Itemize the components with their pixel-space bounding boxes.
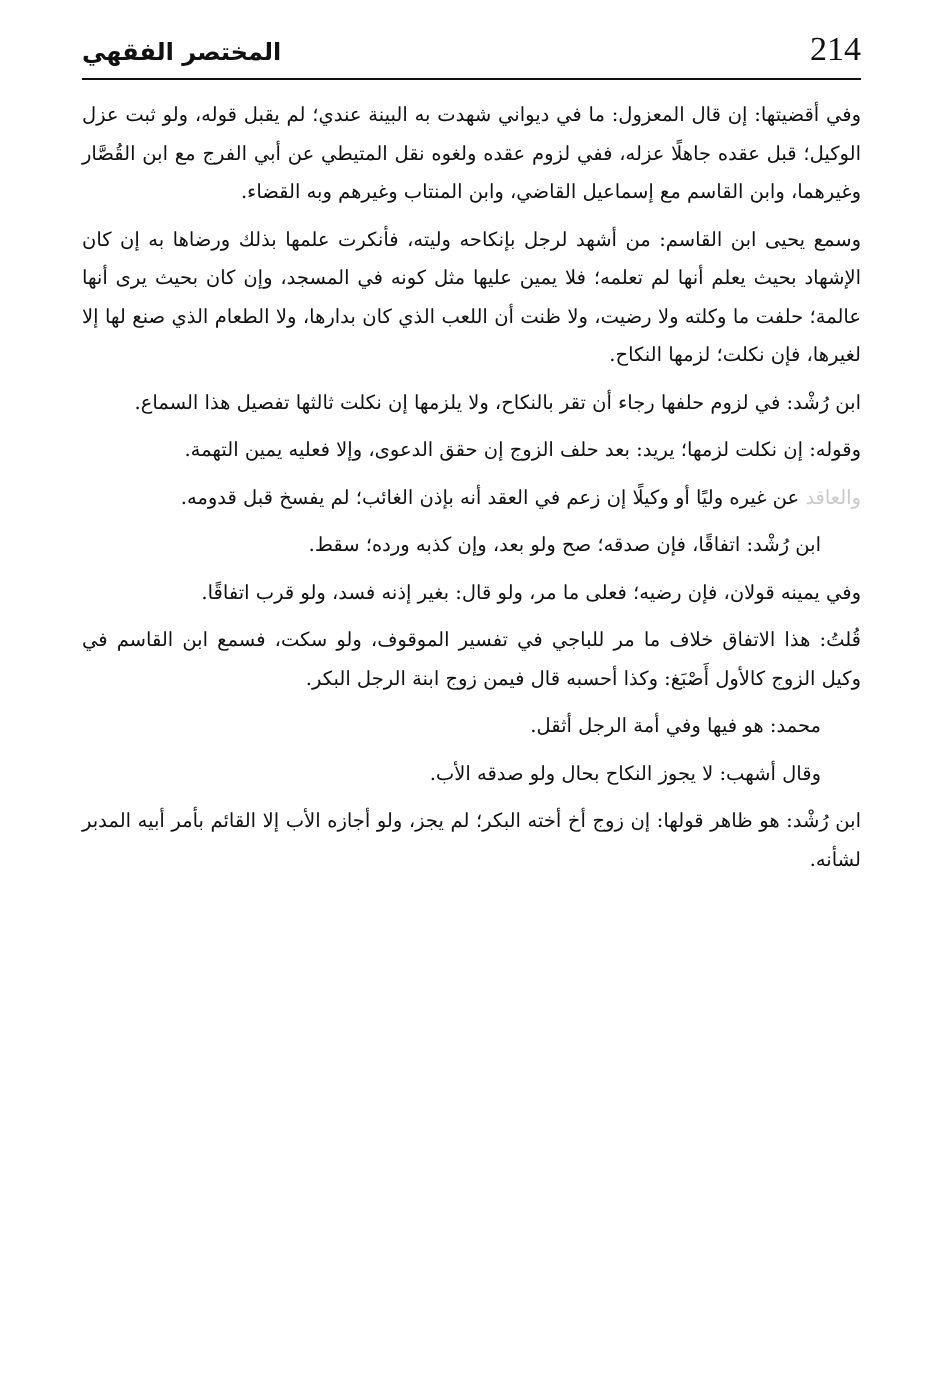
page-number: 214	[810, 31, 861, 68]
paragraph-text: عن غيره وليًا أو وكيلًا إن زعم في العقد أنه بإذن الغائب؛ لم يفسخ قبل قدومه.	[180, 485, 806, 509]
paragraph: وسمع يحيى ابن القاسم: من أشهد لرجل بإنكاحه وليته، فأنكرت علمها بذلك ورضاها به إن كان الإشهاد بحيث يعلم أنها لم تعلمه؛ فلا يمين عليها مثل كونه في المسجد، وإن كان بحيث يرى أنها عالمة؛ حلفت ما وكلته ولا رضيت، ولا ظنت أن اللعب الذي كان بدارها، ولا الطعام الذي صنع لها إلا لغيرها، فإن نكلت؛ لزمها النكاح.	[82, 227, 861, 366]
paragraph: ابن رُشْد: في لزوم حلفها رجاء أن تقر بالنكاح، ولا يلزمها إن نكلت ثالثها تفصيل هذا السماع.	[134, 390, 861, 414]
paragraph: وفي أقضيتها: إن قال المعزول: ما في ديواني شهدت به البينة عندي؛ لم يقبل قوله، ولو ثبت عزل الوكيل؛ قبل عقده جاهلًا عزله، ففي لزوم عقده ولغوه نقل المتيطي عن أبي الفرج مع ابن القُصَّار وغيرهما، وابن القاسم مع إسماعيل القاضي، وابن المنتاب وغيرهم وبه القضاء.	[82, 103, 861, 203]
paragraph: ابن رُشْد: اتفاقًا، فإن صدقه؛ صح ولو بعد، وإن كذبه ورده؛ سقط.	[308, 533, 821, 556]
faded-word: والعاقد	[805, 485, 861, 509]
paragraph: ابن رُشْد: هو ظاهر قولها: إن زوج أخ أخته البكر؛ لم يجز، ولو أجازه الأب إلا القائم بأمر أبيه المدبر لشأنه.	[82, 809, 861, 871]
paragraph: وفي يمينه قولان، فإن رضيه؛ فعلى ما مر، ولو قال: بغير إذنه فسد، ولو قرب اتفاقًا.	[201, 580, 861, 604]
paragraph	[82, 479, 861, 518]
paragraph: وقوله: إن نكلت لزمها؛ يريد: بعد حلف الزوج إن حقق الدعوى، وإلا فعليه يمين التهمة.	[184, 438, 861, 461]
paragraph: وقال أشهب: لا يجوز النكاح بحال ولو صدقه الأب.	[429, 761, 821, 785]
page-body	[82, 96, 861, 888]
book-title: المختصر الفقهي	[82, 38, 282, 66]
page-header	[82, 28, 861, 80]
paragraph: قُلتُ: هذا الاتفاق خلاف ما مر للباجي في تفسير الموقوف، ولو سكت، فسمع ابن القاسم في وكيل الزوج كالأول أَصْبَغ: وكذا أحسبه قال فيمن زوج ابنة الرجل البكر.	[82, 628, 861, 690]
paragraph: محمد: هو فيها وفي أمة الرجل أثقل.	[530, 714, 821, 737]
